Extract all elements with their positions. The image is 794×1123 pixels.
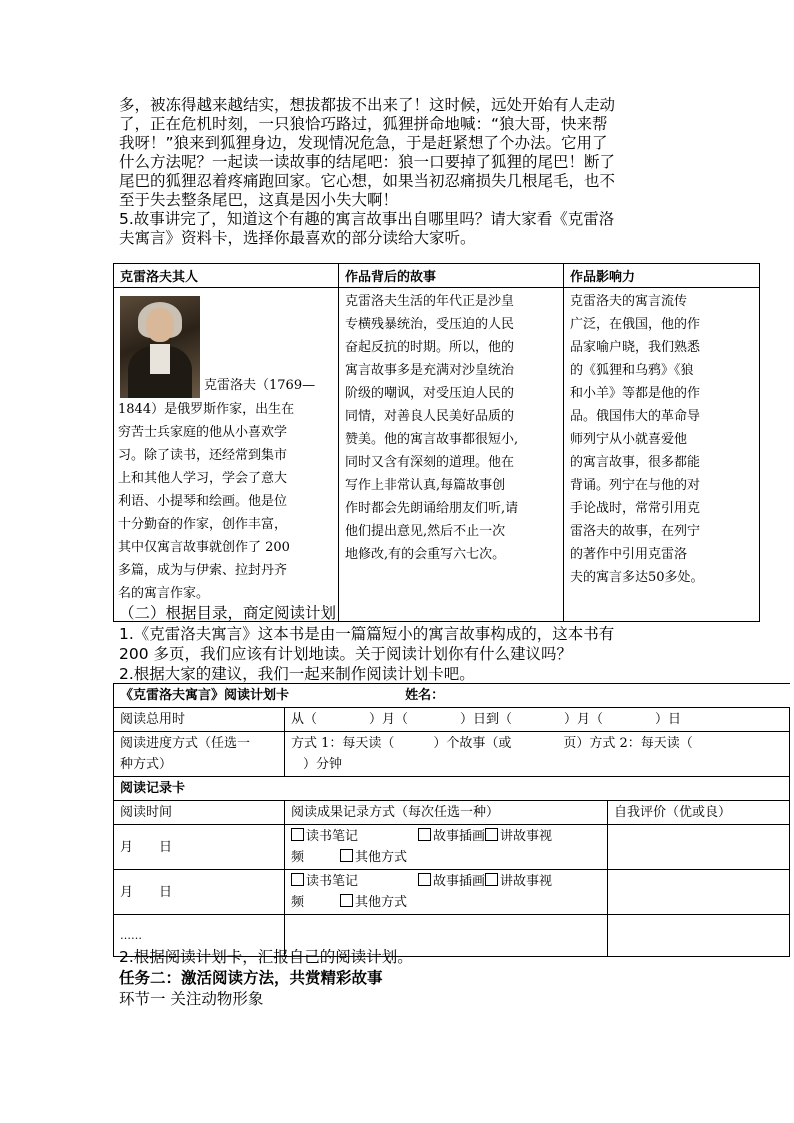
story-line: 我呀！”狼来到狐狸身边，发现情况危急，于是赶紧想了个办法。它用了 [119, 134, 608, 152]
ending-line-1: 2.根据阅读计划卡，汇报自己的阅读计划。 [119, 948, 413, 966]
card-line: 作时都会先朗诵给朋友们听,请 [345, 501, 519, 516]
card-line: 上和其他人学习，学会了意大 [118, 471, 288, 486]
record-ellipsis: …… [114, 915, 285, 957]
card-line: 寓言故事多是充满对沙皇统治 [345, 363, 515, 378]
card-line: 品家喻户晓，我们熟悉 [570, 340, 701, 355]
card-line: 的著作中引用克雷洛 [570, 547, 688, 562]
plan-title-row [114, 684, 790, 708]
plan-name-label: 姓名： [405, 688, 445, 703]
card-line: 克雷洛夫生活的年代正是沙皇 [345, 294, 515, 309]
checkbox-illustration[interactable] [418, 828, 431, 841]
card-line: 的《狐狸和乌鸦》《狼 [570, 363, 694, 378]
story-line: 什么方法呢？一起读一读故事的结尾吧：狼一口要掉了狐狸的尾巴！断了 [119, 153, 616, 171]
option-video-label-cont: 频 [291, 850, 305, 865]
card-line: 夫的寓言多达50多处。 [570, 570, 704, 585]
card-line: 写作上非常认真,每篇故事创 [345, 478, 506, 493]
col-reading-time: 阅读时间 [114, 801, 285, 825]
card-person-text [114, 288, 338, 607]
card-line: 他们提出意见,然后不止一次 [345, 524, 506, 539]
record-date-1[interactable]: 月 日 [114, 825, 285, 870]
record-methods-1 [285, 825, 608, 870]
option-notes-label: 读书笔记 [306, 874, 359, 889]
story-paragraph [119, 96, 684, 248]
card-line: 地修改,有的会重写六七次。 [345, 547, 506, 562]
checkbox-other[interactable] [340, 894, 353, 907]
col-record-method: 阅读成果记录方式（每次任选一种） [285, 801, 608, 825]
card-story-text [339, 288, 563, 568]
self-eval-3[interactable] [608, 915, 790, 957]
card-line: 1844）是俄罗斯作家，出生在 [118, 402, 295, 417]
story-line: 5.故事讲完了，知道这个有趣的寓言故事出自哪里吗？请大家看《克雷洛 [119, 210, 615, 228]
plan-progress-label-line: 种方式） [120, 757, 173, 772]
card-line: 同时又含有深刻的道理。他在 [345, 455, 515, 470]
step-one-heading: 环节一 关注动物形象 [119, 990, 264, 1008]
card-line: 师列宁从小就喜爱他 [570, 432, 688, 447]
card-line: 穷苦士兵家庭的他从小喜欢学 [118, 425, 288, 440]
option-other-label: 其他方式 [355, 850, 408, 865]
card-header-influence: 作品影响力 [564, 264, 760, 288]
card-line: 广泛，在俄国，他的作 [570, 317, 701, 332]
card-influence-text [564, 288, 759, 591]
plan-total-time-field[interactable]: 从（ ）月（ ）日到（ ）月（ ）日 [285, 708, 790, 732]
checkbox-notes[interactable] [291, 873, 304, 886]
card-line: 十分勤奋的作家，创作丰富， [118, 517, 288, 532]
card-line: 赞美。他的寓言故事都很短小, [345, 432, 519, 447]
story-line: 至于失去整条尾巴，这真是因小失大啊！ [119, 191, 399, 209]
card-line: 其中仅寓言故事就创作了 200 [118, 540, 290, 555]
card-line: 的寓言故事，很多都能 [570, 455, 701, 470]
option-video-label: 讲故事视 [500, 829, 553, 844]
card-line: 克雷洛夫的寓言流传 [570, 294, 688, 309]
record-card-title: 阅读记录卡 [114, 777, 790, 801]
checkbox-video[interactable] [485, 873, 498, 886]
story-line: 了，正在危机时刻，一只狼恰巧路过，狐狸拼命地喊：“狼大哥，快来帮 [119, 115, 608, 133]
card-line: 利语、小提琴和绘画。他是位 [118, 494, 288, 509]
record-methods-2 [285, 870, 608, 915]
section2-line-2: 200 多页，我们应该有计划地读。关于阅读计划你有什么建议吗？ [119, 645, 573, 663]
plan-progress-label-line: 阅读进度方式（任选一 [120, 736, 251, 751]
story-line: 夫寓言》资料卡，选择你最喜欢的部分读给大家听。 [119, 229, 476, 247]
story-line: 尾巴的狐狸忍着疼痛跑回家。它心想，如果当初忍痛损失几根尾毛，也不 [119, 172, 616, 190]
col-self-eval: 自我评价（优或良） [608, 801, 790, 825]
plan-progress-line: 方式 1：每天读（ ）个故事（或 页）方式 2：每天读（ [291, 736, 693, 751]
self-eval-2[interactable] [608, 870, 790, 915]
section2-line-1: 1.《克雷洛夫寓言》这本书是由一篇篇短小的寓言故事构成的，这本书有 [119, 625, 615, 643]
card-line: 奋起反抗的时期。所以，他的 [345, 340, 515, 355]
plan-progress-label [114, 732, 285, 777]
card-line: 背诵。列宁在与他的对 [570, 478, 701, 493]
card-line: 习。除了读书，还经常到集市 [118, 448, 288, 463]
card-line: 手论战时，常常引用克 [570, 501, 701, 516]
krylov-info-card [113, 263, 760, 622]
record-date-2[interactable]: 月 日 [114, 870, 285, 915]
task-two-heading: 任务二：激活阅读方法，共赏精彩故事 [119, 969, 383, 987]
option-video-label: 讲故事视 [500, 874, 553, 889]
story-line: 多，被冻得越来越结实，想拔都拔不出来了！这时候，远处开始有人走动 [119, 96, 616, 114]
plan-progress-line: ）分钟 [303, 757, 343, 772]
plan-total-time-label: 阅读总用时 [114, 708, 285, 732]
card-header-person: 克雷洛夫其人 [114, 264, 339, 288]
card-line: 雷洛夫的故事，在列宁 [570, 524, 701, 539]
card-line: 专横残暴统治，受压迫的人民 [345, 317, 515, 332]
checkbox-notes[interactable] [291, 828, 304, 841]
card-line: 和小羊》等都是他的作 [570, 386, 701, 401]
krylov-portrait [120, 296, 200, 398]
card-line: 品。俄国伟大的革命导 [570, 409, 701, 424]
card-person-first-line: 克雷洛夫（1769— [204, 378, 316, 393]
section2-heading: （二）根据目录，商定阅读计划 [119, 604, 337, 622]
card-line: 阶级的嘲讽，对受压迫人民的 [345, 386, 515, 401]
card-line: 多篇，成为与伊索、拉封丹齐 [118, 563, 288, 578]
checkbox-video[interactable] [485, 828, 498, 841]
self-eval-1[interactable] [608, 825, 790, 870]
plan-progress-field[interactable] [285, 732, 790, 777]
plan-title: 《克雷洛夫寓言》阅读计划卡 [120, 688, 290, 703]
option-video-label-cont: 频 [291, 895, 305, 910]
option-other-label: 其他方式 [355, 895, 408, 910]
option-illustration-label: 故事插画 [433, 829, 486, 844]
card-line: 同情，对善良人民美好品质的 [345, 409, 515, 424]
option-notes-label: 读书笔记 [306, 829, 359, 844]
section2-line-3: 2.根据大家的建议，我们一起来制作阅读计划卡吧。 [119, 665, 475, 683]
checkbox-illustration[interactable] [418, 873, 431, 886]
card-header-story: 作品背后的故事 [339, 264, 564, 288]
option-illustration-label: 故事插画 [433, 874, 486, 889]
reading-plan-card [113, 683, 790, 957]
card-line: 名的寓言作家。 [118, 586, 210, 601]
checkbox-other[interactable] [340, 849, 353, 862]
